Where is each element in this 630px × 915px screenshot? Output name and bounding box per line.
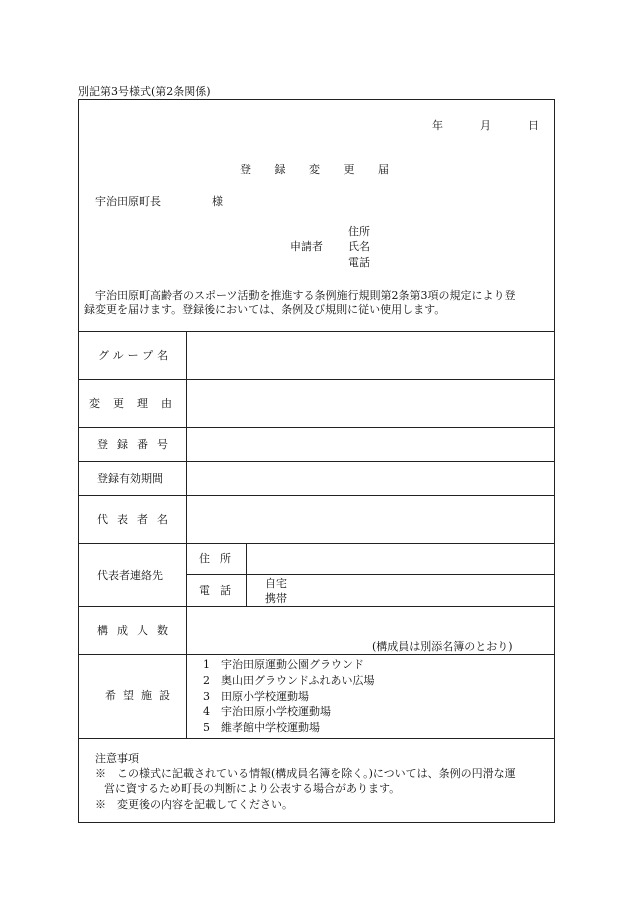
form-reference: 別記第3号様式(第2条関係) xyxy=(78,85,211,98)
applicant-phone-label: 電話 xyxy=(348,256,370,269)
contact-phone-label: 電話 xyxy=(199,584,241,597)
contact-column-divider xyxy=(246,543,247,606)
date-year-label: 年 xyxy=(432,119,443,132)
table-top-line xyxy=(78,331,555,332)
note-item-2: ※ 変更後の内容を記載してください。 xyxy=(95,798,293,811)
group-name-label: グループ名 xyxy=(98,349,173,362)
body-text-line-1: 宇治田原町高齢者のスポーツ活動を推進する条例施行規則第2条第3項の規定により登 xyxy=(95,289,516,302)
addressee-name: 宇治田原町長 xyxy=(95,195,161,208)
facility-item: 1 宇治田原運動公園グラウンド xyxy=(203,658,364,671)
applicant-name-label: 氏名 xyxy=(348,240,370,253)
applicant-label: 申請者 xyxy=(290,240,323,253)
row-divider xyxy=(78,427,555,428)
facility-item: 2 奥山田グラウンドふれあい広場 xyxy=(203,674,375,687)
member-list-note: (構成員は別添名簿のとおり) xyxy=(372,640,513,653)
contact-sub-divider xyxy=(186,574,555,575)
label-column-divider xyxy=(186,331,187,738)
change-reason-label: 変更理由 xyxy=(89,397,185,410)
facility-item: 4 宇治田原小学校運動場 xyxy=(203,705,331,718)
facility-item: 5 維孝館中学校運動場 xyxy=(203,721,320,734)
addressee-honorific: 様 xyxy=(212,195,223,208)
desired-facilities-label: 希望施設 xyxy=(105,689,177,702)
contact-address-label: 住所 xyxy=(199,552,241,565)
date-day-label: 日 xyxy=(528,119,539,132)
body-text-line-2: 録変更を届けます。登録後においては、条例及び規則に従い使用します。 xyxy=(84,303,446,316)
row-divider xyxy=(78,543,555,544)
table-bottom-line xyxy=(78,738,555,739)
row-divider xyxy=(78,654,555,655)
row-divider xyxy=(78,379,555,380)
row-divider xyxy=(78,495,555,496)
note-item-1-line-2: 営に資するため町長の判断により公表する場合があります。 xyxy=(104,782,401,795)
representative-label: 代表者名 xyxy=(97,513,177,526)
note-item-1-line-1: ※ この様式に記載されている情報(構成員名簿を除く。)については、条例の円滑な運 xyxy=(95,767,516,780)
member-count-label: 構成人数 xyxy=(97,624,177,637)
mobile-phone-label: 携帯 xyxy=(265,592,287,605)
applicant-address-label: 住所 xyxy=(348,225,370,238)
home-phone-label: 自宅 xyxy=(265,577,287,590)
representative-contact-label: 代表者連絡先 xyxy=(97,569,163,582)
form-title: 登 録 変 更 届 xyxy=(240,163,399,176)
row-divider xyxy=(78,461,555,462)
registration-number-label: 登録番号 xyxy=(97,438,177,451)
validity-period-label: 登録有効期間 xyxy=(97,472,163,485)
facility-item: 3 田原小学校運動場 xyxy=(203,690,309,703)
notes-title: 注意事項 xyxy=(95,752,139,765)
date-month-label: 月 xyxy=(480,119,491,132)
row-divider xyxy=(78,606,555,607)
